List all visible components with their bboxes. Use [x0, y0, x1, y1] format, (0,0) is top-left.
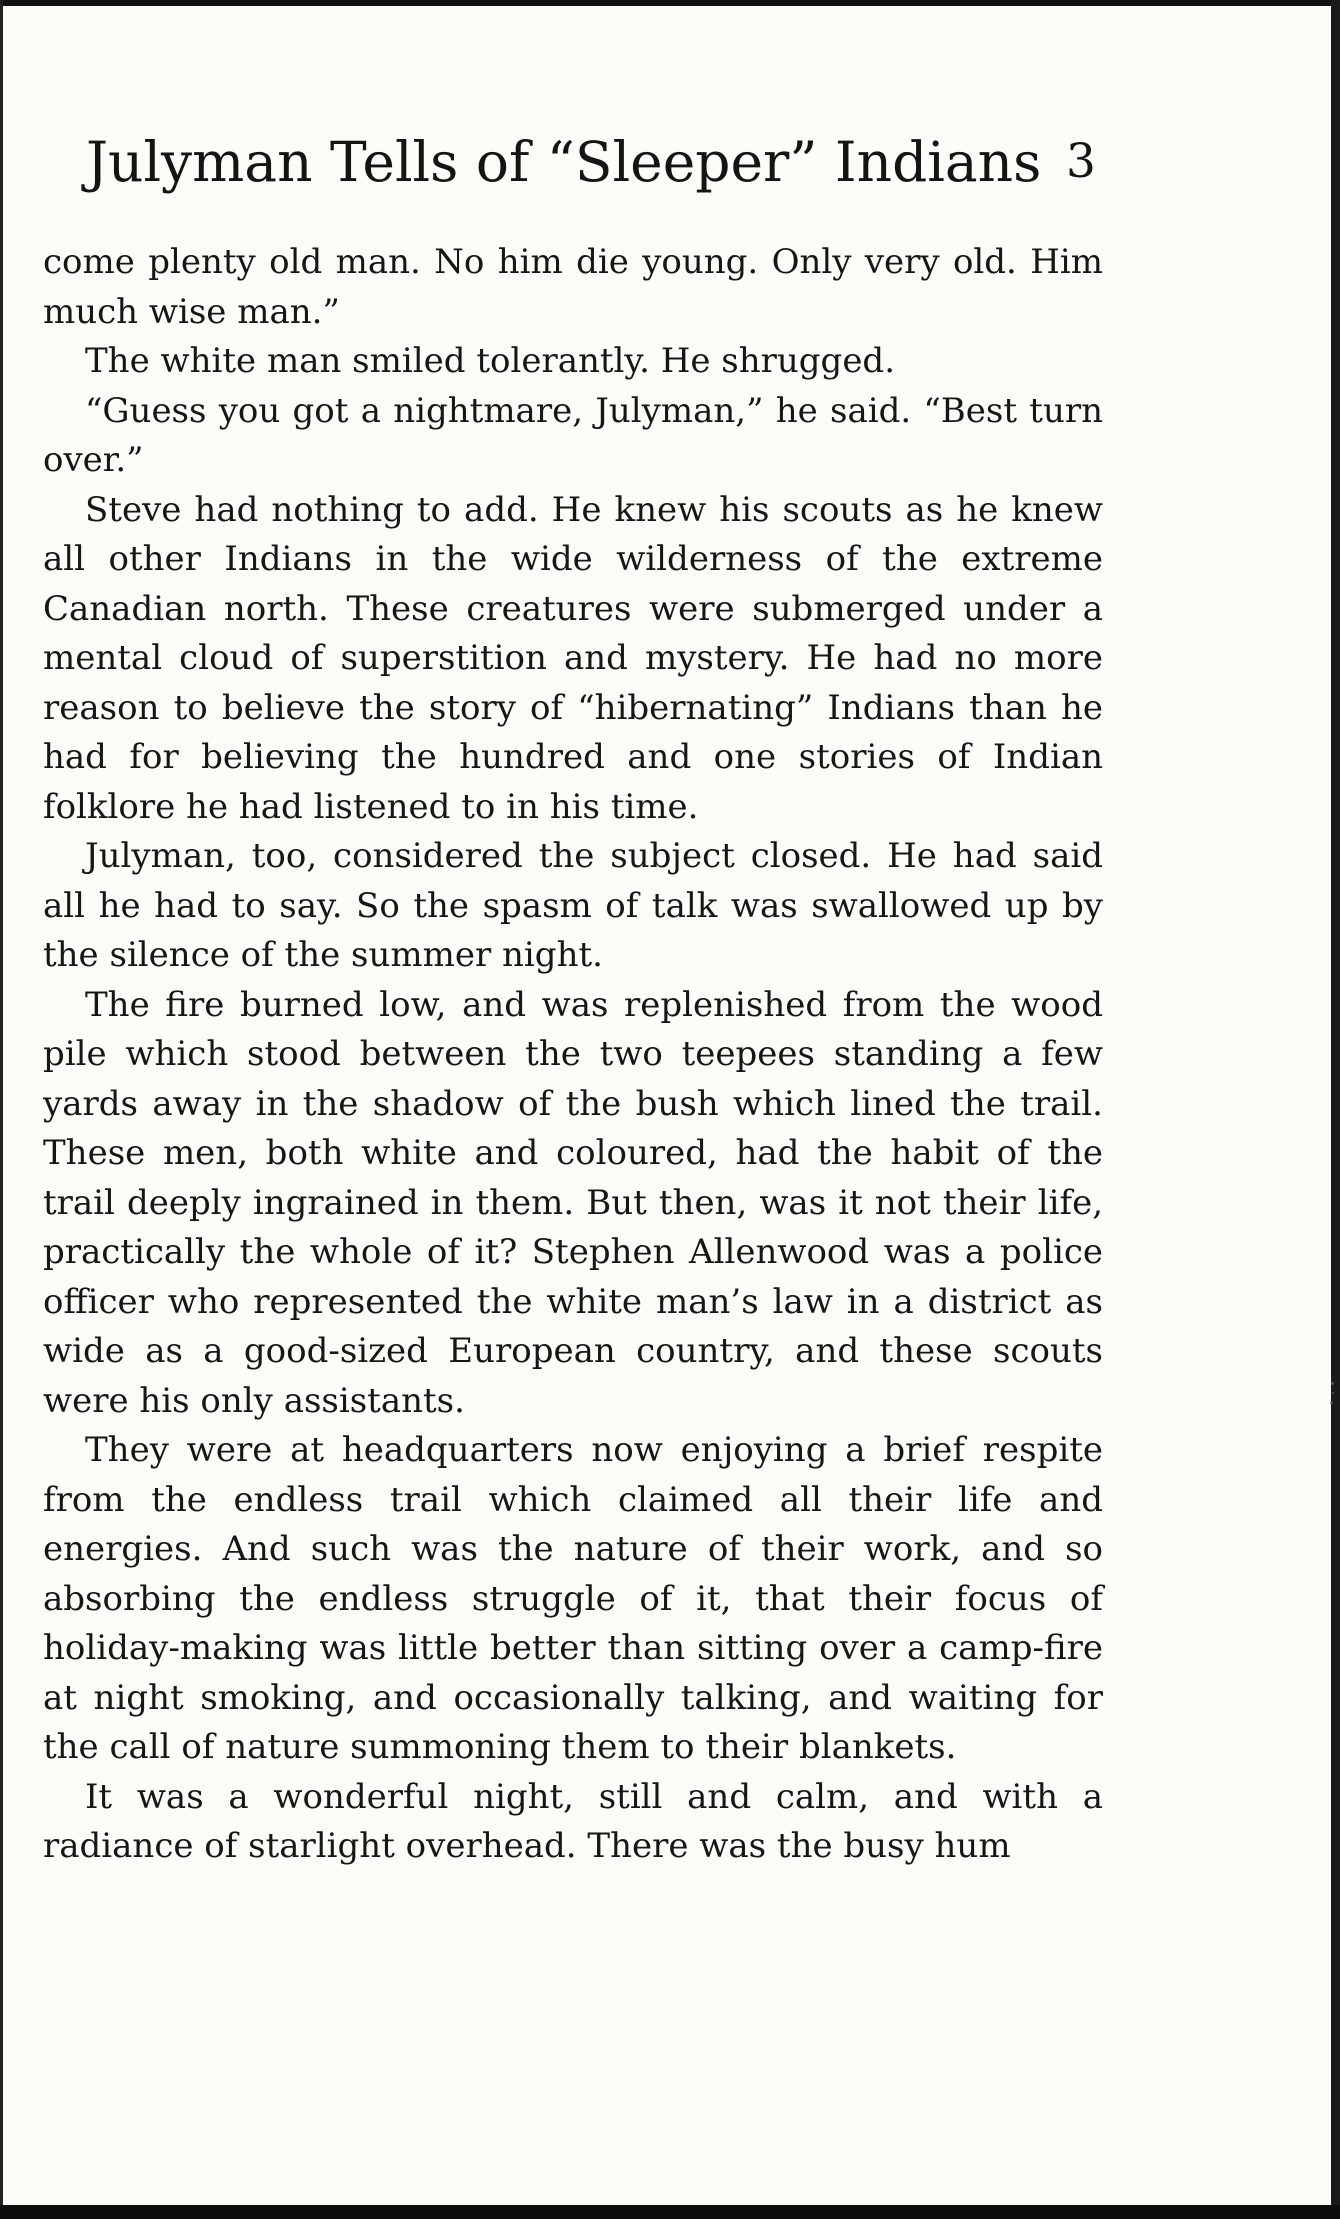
speck — [1331, 1382, 1334, 1385]
speck — [1330, 1402, 1333, 1404]
paragraph: The fire burned low, and was replenished from the wood pile which stood between the two teepees standing a few yards away in the shadow of the bush which lined the trail. These men, both white and coloured, had the habit of the trail deeply ingrained in them. But then, was it not their life, practically the whole of it? Stephen Allenwood was a police officer who represented the white man’s law in a district as wide as a good-sized European country, and these scouts were his only assistants. — [43, 984, 1103, 1421]
scan-specks — [1330, 1380, 1336, 1410]
running-header — [86, 130, 1116, 194]
scan-edge-right — [1331, 0, 1340, 2219]
chapter-title: Julyman Tells of “Sleeper” Indians — [86, 130, 1042, 194]
paragraph: They were at headquarters now enjoying a brief respite from the endless trail which claimed all their life and energies. And such was the nature of their work, and so absorbing the endless struggle of it, that their focus of holiday-making was little better than sitting over a camp-fire at night smoking, and occasionally talking, and waiting for the call of nature summoning them to their blankets. — [43, 1430, 1103, 1767]
scan-edge-left — [0, 0, 3, 2219]
paragraph: The white man smiled tolerantly. He shrugged. — [85, 341, 896, 381]
scan-edge-top — [0, 0, 1340, 6]
body-text — [43, 238, 1103, 1872]
paragraph: It was a wonderful night, still and calm, and with a radiance of starlight overhead. There was the busy hum — [43, 1776, 1103, 1866]
scan-edge-bottom — [0, 2205, 1340, 2219]
speck — [1332, 1392, 1334, 1394]
paragraph: “Guess you got a nightmare, Julyman,” he said. “Best turn over.” — [43, 390, 1103, 480]
paragraph: Julyman, too, considered the subject closed. He had said all he had to say. So the spasm of talk was swallowed up by the silence of the summer night. — [43, 836, 1103, 975]
page-number: 3 — [1066, 134, 1096, 189]
paragraph: Steve had nothing to add. He knew his scouts as he knew all other Indians in the wide wilderness of the extreme Canadian north. These creatures were submerged under a mental cloud of superstition and mystery. He had no more reason to believe the story of “hibernating” Indians than he had for believing the hundred and one stories of Indian folklore he had listened to in his time. — [43, 489, 1103, 827]
paragraph: come plenty old man. No him die young. Only very old. Him much wise man.” — [43, 242, 1103, 332]
